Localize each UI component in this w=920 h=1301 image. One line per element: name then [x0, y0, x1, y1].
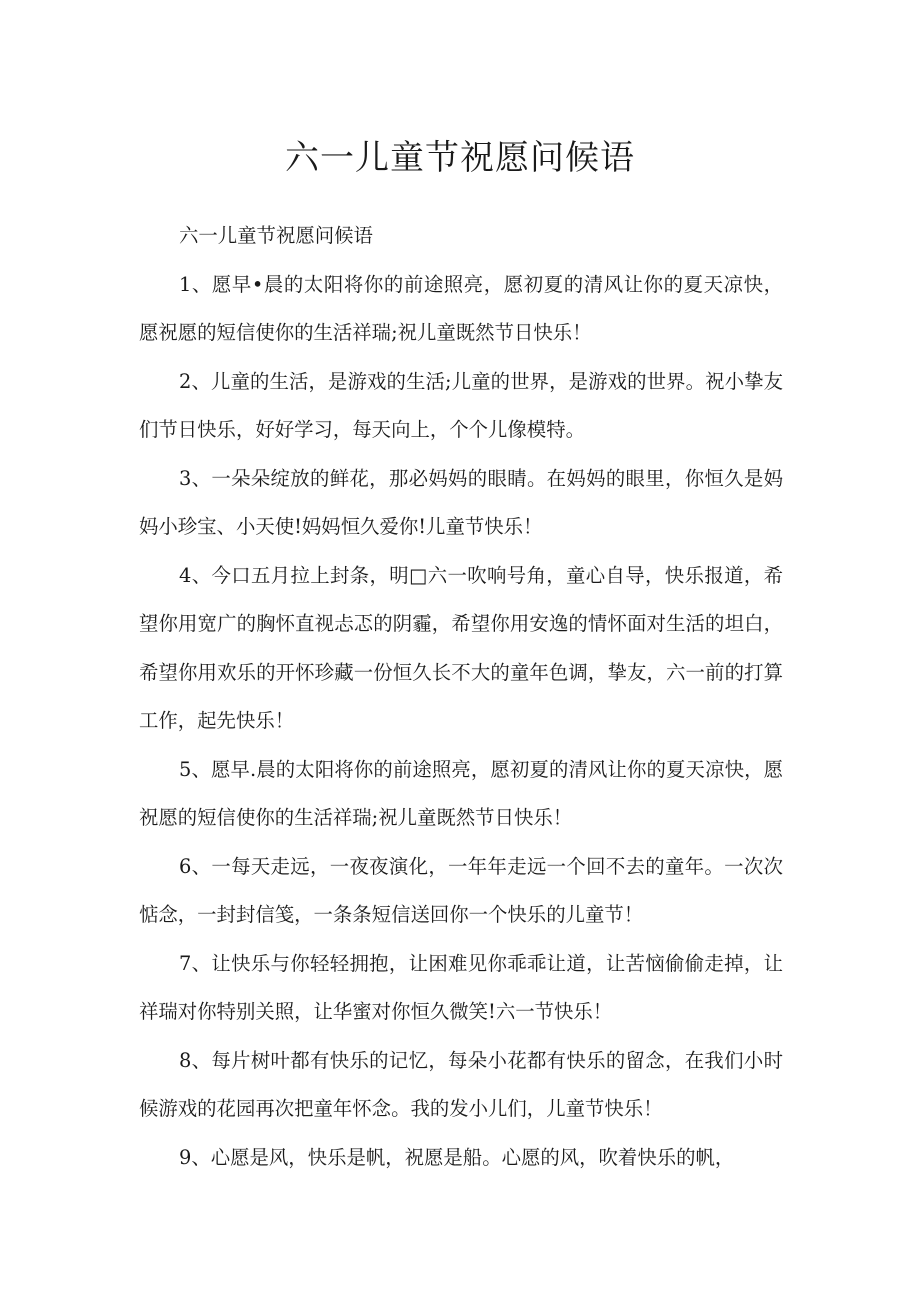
document-title: 六一儿童节祝愿问候语	[285, 138, 635, 178]
document-body	[139, 212, 783, 1182]
greeting-paragraph-4: 4、今口五月拉上封条，明□六一吹响号角，童心自导，快乐报道，希望你用宽广的胸怀直视忐忑的阴霾，希望你用安逸的情怀面对生活的坦白，希望你用欢乐的开怀珍藏一份恒久长不大的童年色调，挚友，六一前的打算工作，起先快乐！	[139, 563, 783, 732]
subtitle-paragraph: 六一儿童节祝愿问候语	[179, 224, 373, 247]
greeting-paragraph-5: 5、愿早.晨的太阳将你的前途照亮，愿初夏的清风让你的夏天凉快，愿祝愿的短信使你的生活祥瑞;祝儿童既然节日快乐！	[139, 757, 783, 829]
greeting-paragraph-9: 9、心愿是风，快乐是帆，祝愿是船。心愿的风，吹着快乐的帆，	[179, 1145, 735, 1169]
greeting-paragraph-6: 6、一每天走远，一夜夜演化，一年年走远一个回不去的童年。一次次惦念，一封封信笺，一条条短信送回你一个快乐的儿童节！	[139, 854, 783, 926]
greeting-paragraph-3: 3、一朵朵绽放的鲜花，那必妈妈的眼睛。在妈妈的眼里，你恒久是妈妈小珍宝、小天使!妈妈恒久爱你!儿童节快乐！	[139, 466, 783, 538]
greeting-paragraph-7: 7、让快乐与你轻轻拥抱，让困难见你乖乖让道，让苦恼偷偷走掉，让祥瑞对你特别关照，让华蜜对你恒久微笑!六一节快乐！	[139, 951, 783, 1023]
greeting-paragraph-1: 1、愿早•晨的太阳将你的前途照亮，愿初夏的清风让你的夏天凉快，愿祝愿的短信使你的生活祥瑞;祝儿童既然节日快乐！	[139, 272, 783, 344]
greeting-paragraph-8: 8、每片树叶都有快乐的记忆，每朵小花都有快乐的留念，在我们小时候游戏的花园再次把童年怀念。我的发小儿们，儿童节快乐！	[139, 1048, 783, 1120]
greeting-paragraph-2: 2、儿童的生活，是游戏的生活;儿童的世界，是游戏的世界。祝小挚友们节日快乐，好好学习，每天向上，个个儿像模特。	[139, 369, 783, 441]
